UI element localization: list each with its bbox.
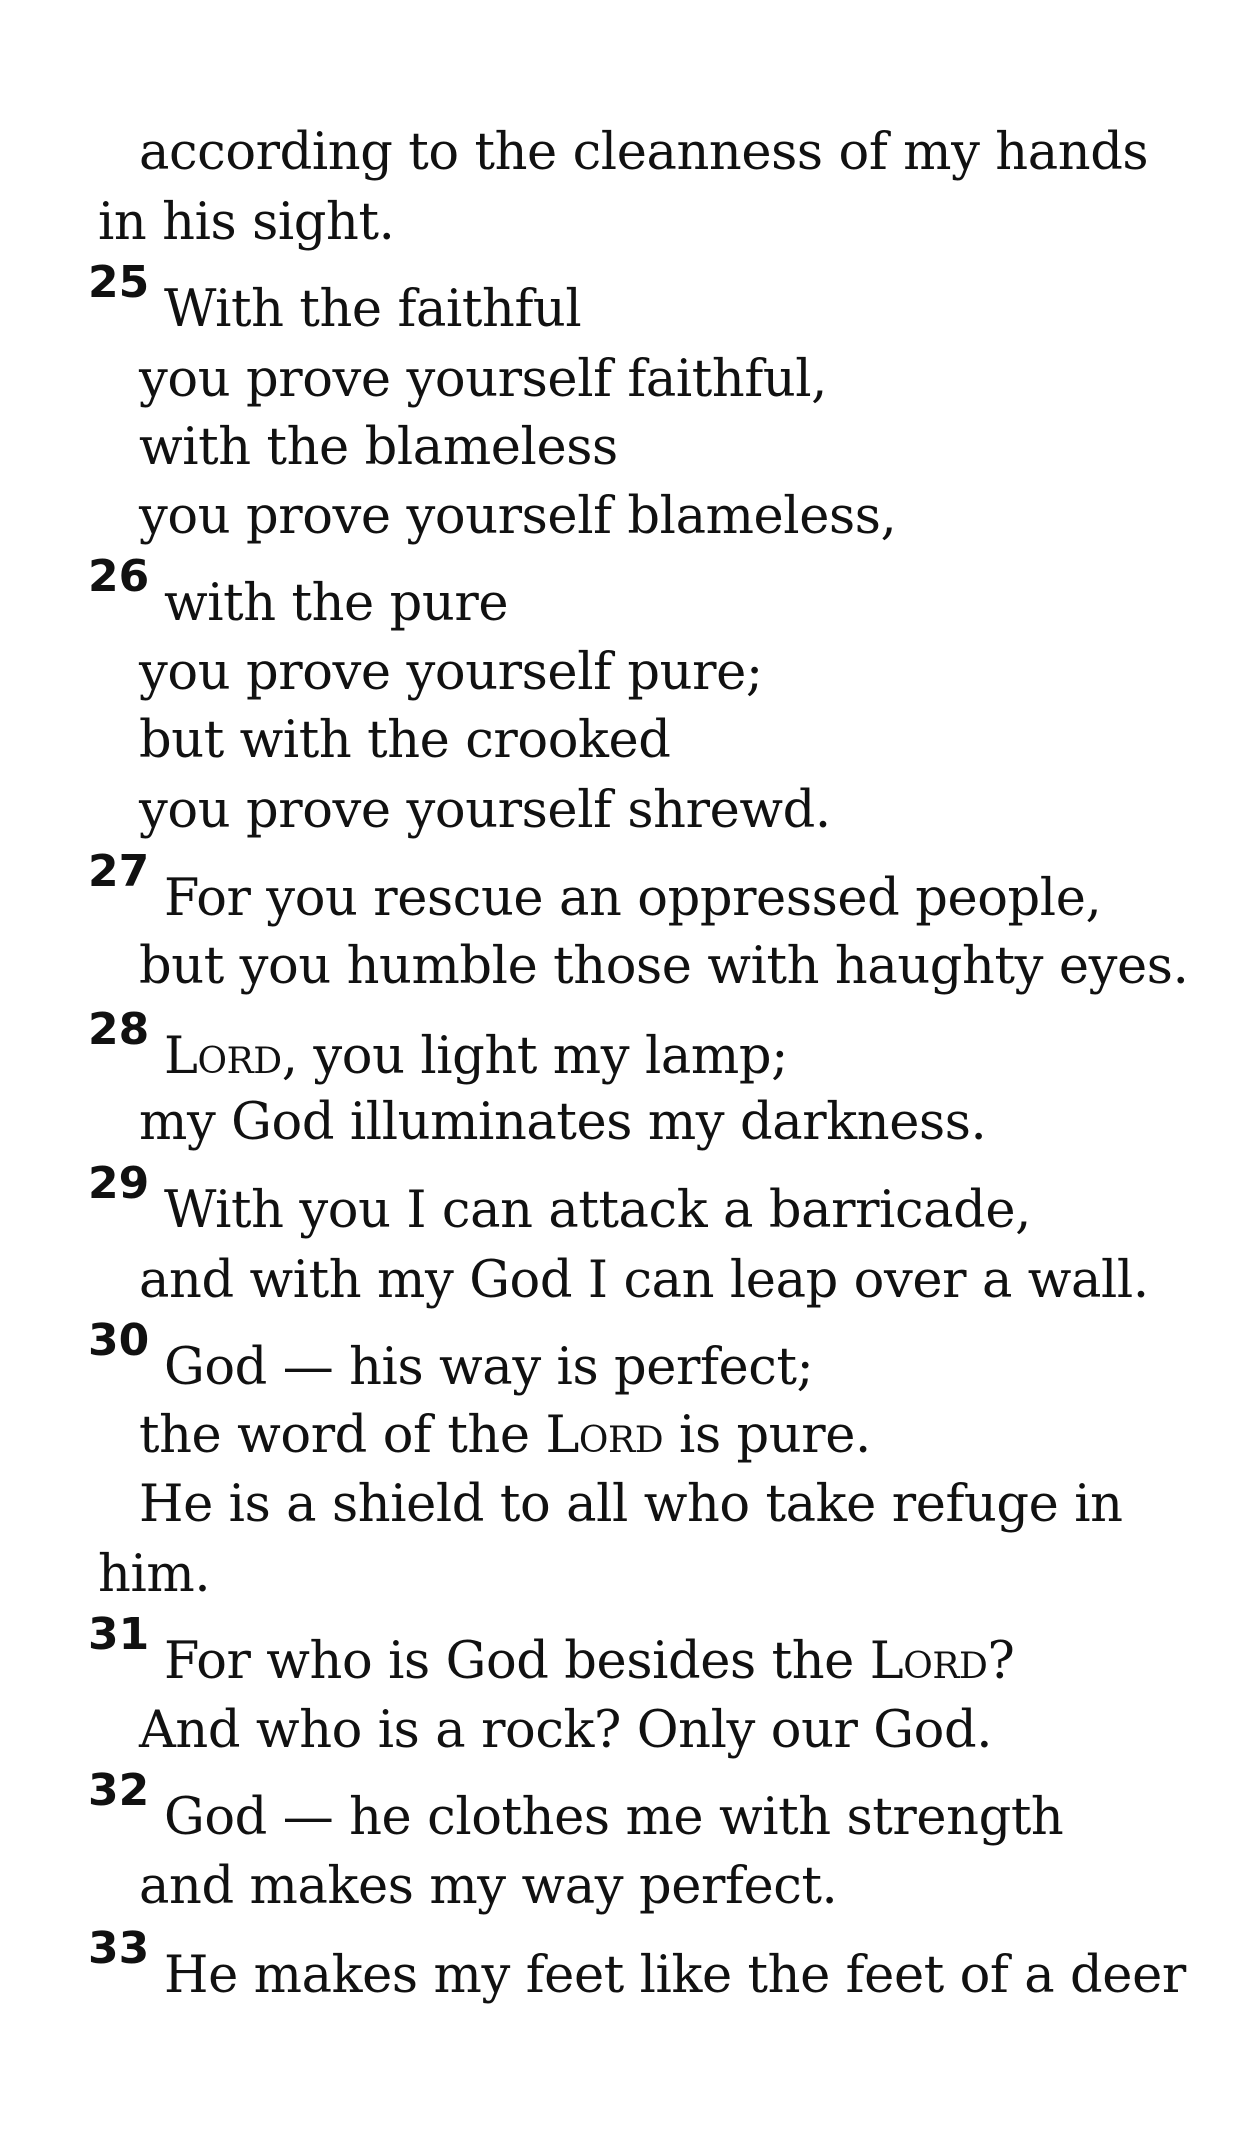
verse-text-part: him. xyxy=(98,1545,211,1604)
verse-number: 31 xyxy=(88,1609,150,1660)
verse-text xyxy=(139,1470,1123,1540)
verse-text-part: and with my God I can leap over a wall. xyxy=(139,1251,1149,1310)
verse-text-part: with the blameless xyxy=(139,418,618,477)
verse-text-part: ? xyxy=(987,1632,1015,1691)
verse-text-part: He makes my feet like the feet of a deer xyxy=(164,1946,1186,2005)
verse-text-part: my God illuminates my darkness. xyxy=(139,1093,987,1152)
verse-text xyxy=(139,1246,1149,1316)
verse-text-part: but with the crooked xyxy=(139,711,671,770)
verse-text-part: the word of the xyxy=(139,1406,546,1465)
verse-text xyxy=(139,706,671,776)
divine-name: Lord xyxy=(164,1027,282,1086)
verse-number: 27 xyxy=(88,846,150,897)
verse-number: 29 xyxy=(88,1158,150,1209)
verse-text xyxy=(139,932,1188,1002)
verse-text xyxy=(164,275,581,345)
verse-text-part: but you humble those with haughty eyes. xyxy=(139,937,1189,996)
verse-text xyxy=(164,1627,1014,1697)
verse-number: 30 xyxy=(88,1315,150,1366)
verse-text-part: For who is God besides the xyxy=(164,1632,870,1691)
verse-text xyxy=(164,1333,813,1403)
verse-text-part: He is a shield to all who take refuge in xyxy=(139,1475,1123,1534)
verse-text-part: is pure. xyxy=(663,1406,871,1465)
verse-text xyxy=(139,1852,837,1922)
verse-text-part: With you I can attack a barricade, xyxy=(164,1181,1031,1240)
divine-name: Lord xyxy=(869,1632,988,1691)
verse-text xyxy=(98,1540,210,1610)
verse-text xyxy=(139,1696,992,1766)
verse-text-part: For you rescue an oppressed people, xyxy=(164,869,1102,928)
verse-text-part: you prove yourself blameless, xyxy=(139,487,897,546)
verse-text-part: according to the cleanness of my hands xyxy=(139,123,1149,182)
verse-text xyxy=(139,1088,986,1158)
verse-text xyxy=(139,345,827,415)
verse-text xyxy=(164,1941,1186,2011)
verse-text xyxy=(139,118,1148,188)
verse-number: 32 xyxy=(88,1765,150,1816)
verse-number: 28 xyxy=(88,1004,150,1055)
verse-text xyxy=(139,413,618,483)
verse-text-part: With the faithful xyxy=(164,280,582,339)
verse-text-part: you prove yourself shrewd. xyxy=(139,781,831,840)
verse-text xyxy=(164,1022,788,1092)
verse-text xyxy=(164,1176,1031,1246)
verse-text-part: you prove yourself faithful, xyxy=(139,350,827,409)
verse-text xyxy=(139,776,831,846)
verse-text-part: God — his way is perfect; xyxy=(164,1338,814,1397)
verse-text-part: and makes my way perfect. xyxy=(139,1857,838,1916)
divine-name: Lord xyxy=(545,1406,664,1465)
verse-text xyxy=(164,864,1101,934)
verse-text-part: , you light my lamp; xyxy=(281,1027,788,1086)
verse-number: 33 xyxy=(88,1923,150,1974)
verse-text xyxy=(164,569,508,639)
verse-text xyxy=(98,188,394,258)
verse-number: 26 xyxy=(88,551,150,602)
verse-text-part: you prove yourself pure; xyxy=(139,643,763,702)
verse-text-part: with the pure xyxy=(164,574,509,633)
verse-text xyxy=(139,482,896,552)
verse-text-part: And who is a rock? Only our God. xyxy=(139,1701,993,1760)
verse-text xyxy=(164,1783,1063,1853)
verse-text-part: God — he clothes me with strength xyxy=(164,1788,1064,1847)
verse-text xyxy=(139,638,763,708)
verse-text xyxy=(139,1401,871,1471)
verse-text-part: in his sight. xyxy=(98,193,395,252)
verse-number: 25 xyxy=(88,257,150,308)
